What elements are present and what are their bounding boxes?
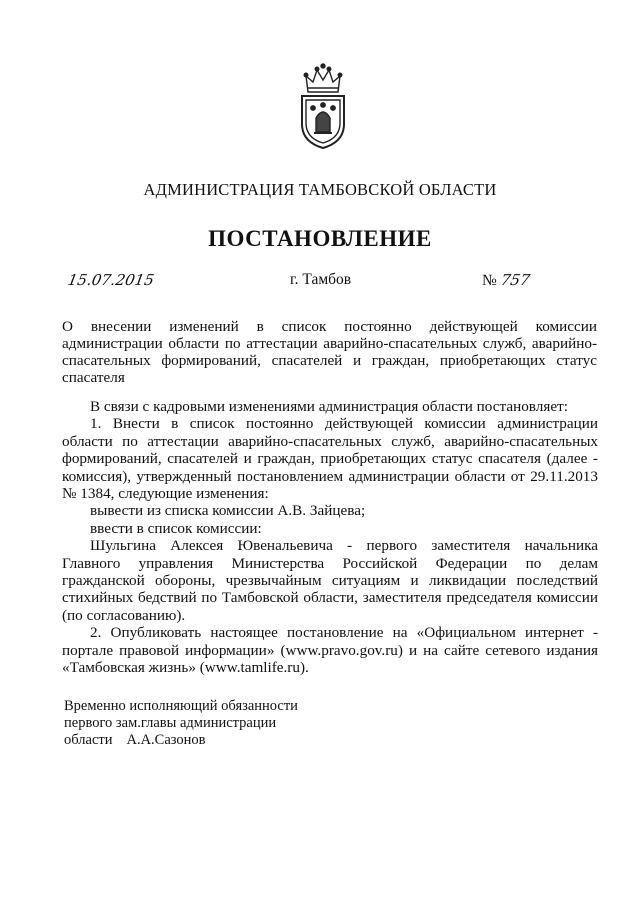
clause-1-line: комиссия), утвержденный постановлением администрации области от 29.11.2013 bbox=[62, 467, 598, 485]
issuing-authority: АДМИНИСТРАЦИЯ ТАМБОВСКОЙ ОБЛАСТИ bbox=[143, 180, 497, 199]
clause-1-line: 1. Внести в список постоянно действующей комиссии администрации bbox=[90, 415, 598, 433]
signature-block bbox=[64, 698, 298, 748]
coat-of-arms-icon bbox=[296, 62, 350, 150]
heading-line: спасательных формирований, спасателей и граждан, приобретающих статус bbox=[62, 352, 597, 369]
new-member-paragraph bbox=[62, 537, 598, 624]
signer-name: А.А.Сазонов bbox=[126, 731, 206, 748]
new-member-line: стихийных бедствий по Тамбовской области, заместителя председателя комиссии bbox=[62, 589, 598, 607]
clause-1-line: № 1384, следующие изменения: bbox=[62, 485, 269, 503]
new-member-line: (по согласованию). bbox=[62, 606, 186, 624]
heading-line: спасателя bbox=[62, 369, 125, 386]
clause-2-line: портале правовой информации» (www.pravo.gov.ru) и на сайте сетевого издания bbox=[62, 641, 598, 659]
signer-region: области bbox=[64, 731, 113, 748]
document-date bbox=[68, 271, 154, 290]
number-prefix: № bbox=[482, 272, 497, 289]
document-heading bbox=[62, 318, 597, 386]
clause-1 bbox=[62, 415, 598, 502]
document-type-title: ПОСТАНОВЛЕНИЕ bbox=[208, 226, 432, 251]
new-member-line: Главного управления Министерства Российской Федерации по делам bbox=[62, 554, 598, 572]
signer-position-line: первого зам.главы администрации bbox=[64, 714, 277, 731]
clause-2-line: 2. Опубликовать настоящее постановление на «Официальном интернет - bbox=[90, 624, 598, 642]
new-member-line: гражданской обороны, чрезвычайным ситуациям и ликвидации последствий bbox=[62, 572, 598, 590]
remove-member-line: вывести из списка комиссии А.В. Зайцева; bbox=[90, 502, 366, 520]
add-member-line: ввести в список комиссии: bbox=[90, 519, 262, 537]
heading-line: О внесении изменений в список постоянно действующей комиссии bbox=[62, 318, 597, 335]
signer-position-line: Временно исполняющий обязанности bbox=[64, 698, 298, 714]
preamble-paragraph: В связи с кадровыми изменениями администрация области постановляет: bbox=[90, 398, 568, 415]
handwritten-number: 757 bbox=[499, 271, 531, 289]
new-member-line: Шульгина Алексея Ювенальевича - первого заместителя начальника bbox=[90, 537, 598, 555]
clause-1-line: формирований, спасателей и граждан, приобретающих статус спасателя (далее - bbox=[62, 450, 598, 468]
document-body bbox=[62, 398, 598, 677]
clause-2 bbox=[62, 624, 598, 676]
clause-2-line: «Тамбовская жизнь» (www.tamlife.ru). bbox=[62, 659, 309, 677]
heading-line: администрации области по аттестации аварийно-спасательных служб, аварийно- bbox=[62, 335, 597, 352]
clause-1-line: области по аттестации аварийно-спасательных служб, аварийно-спасательных bbox=[62, 432, 598, 450]
handwritten-date: 15.07.2015 bbox=[66, 271, 156, 289]
document-number bbox=[482, 271, 529, 290]
signer-name-line bbox=[64, 732, 298, 749]
document-city: г. Тамбов bbox=[290, 271, 352, 288]
